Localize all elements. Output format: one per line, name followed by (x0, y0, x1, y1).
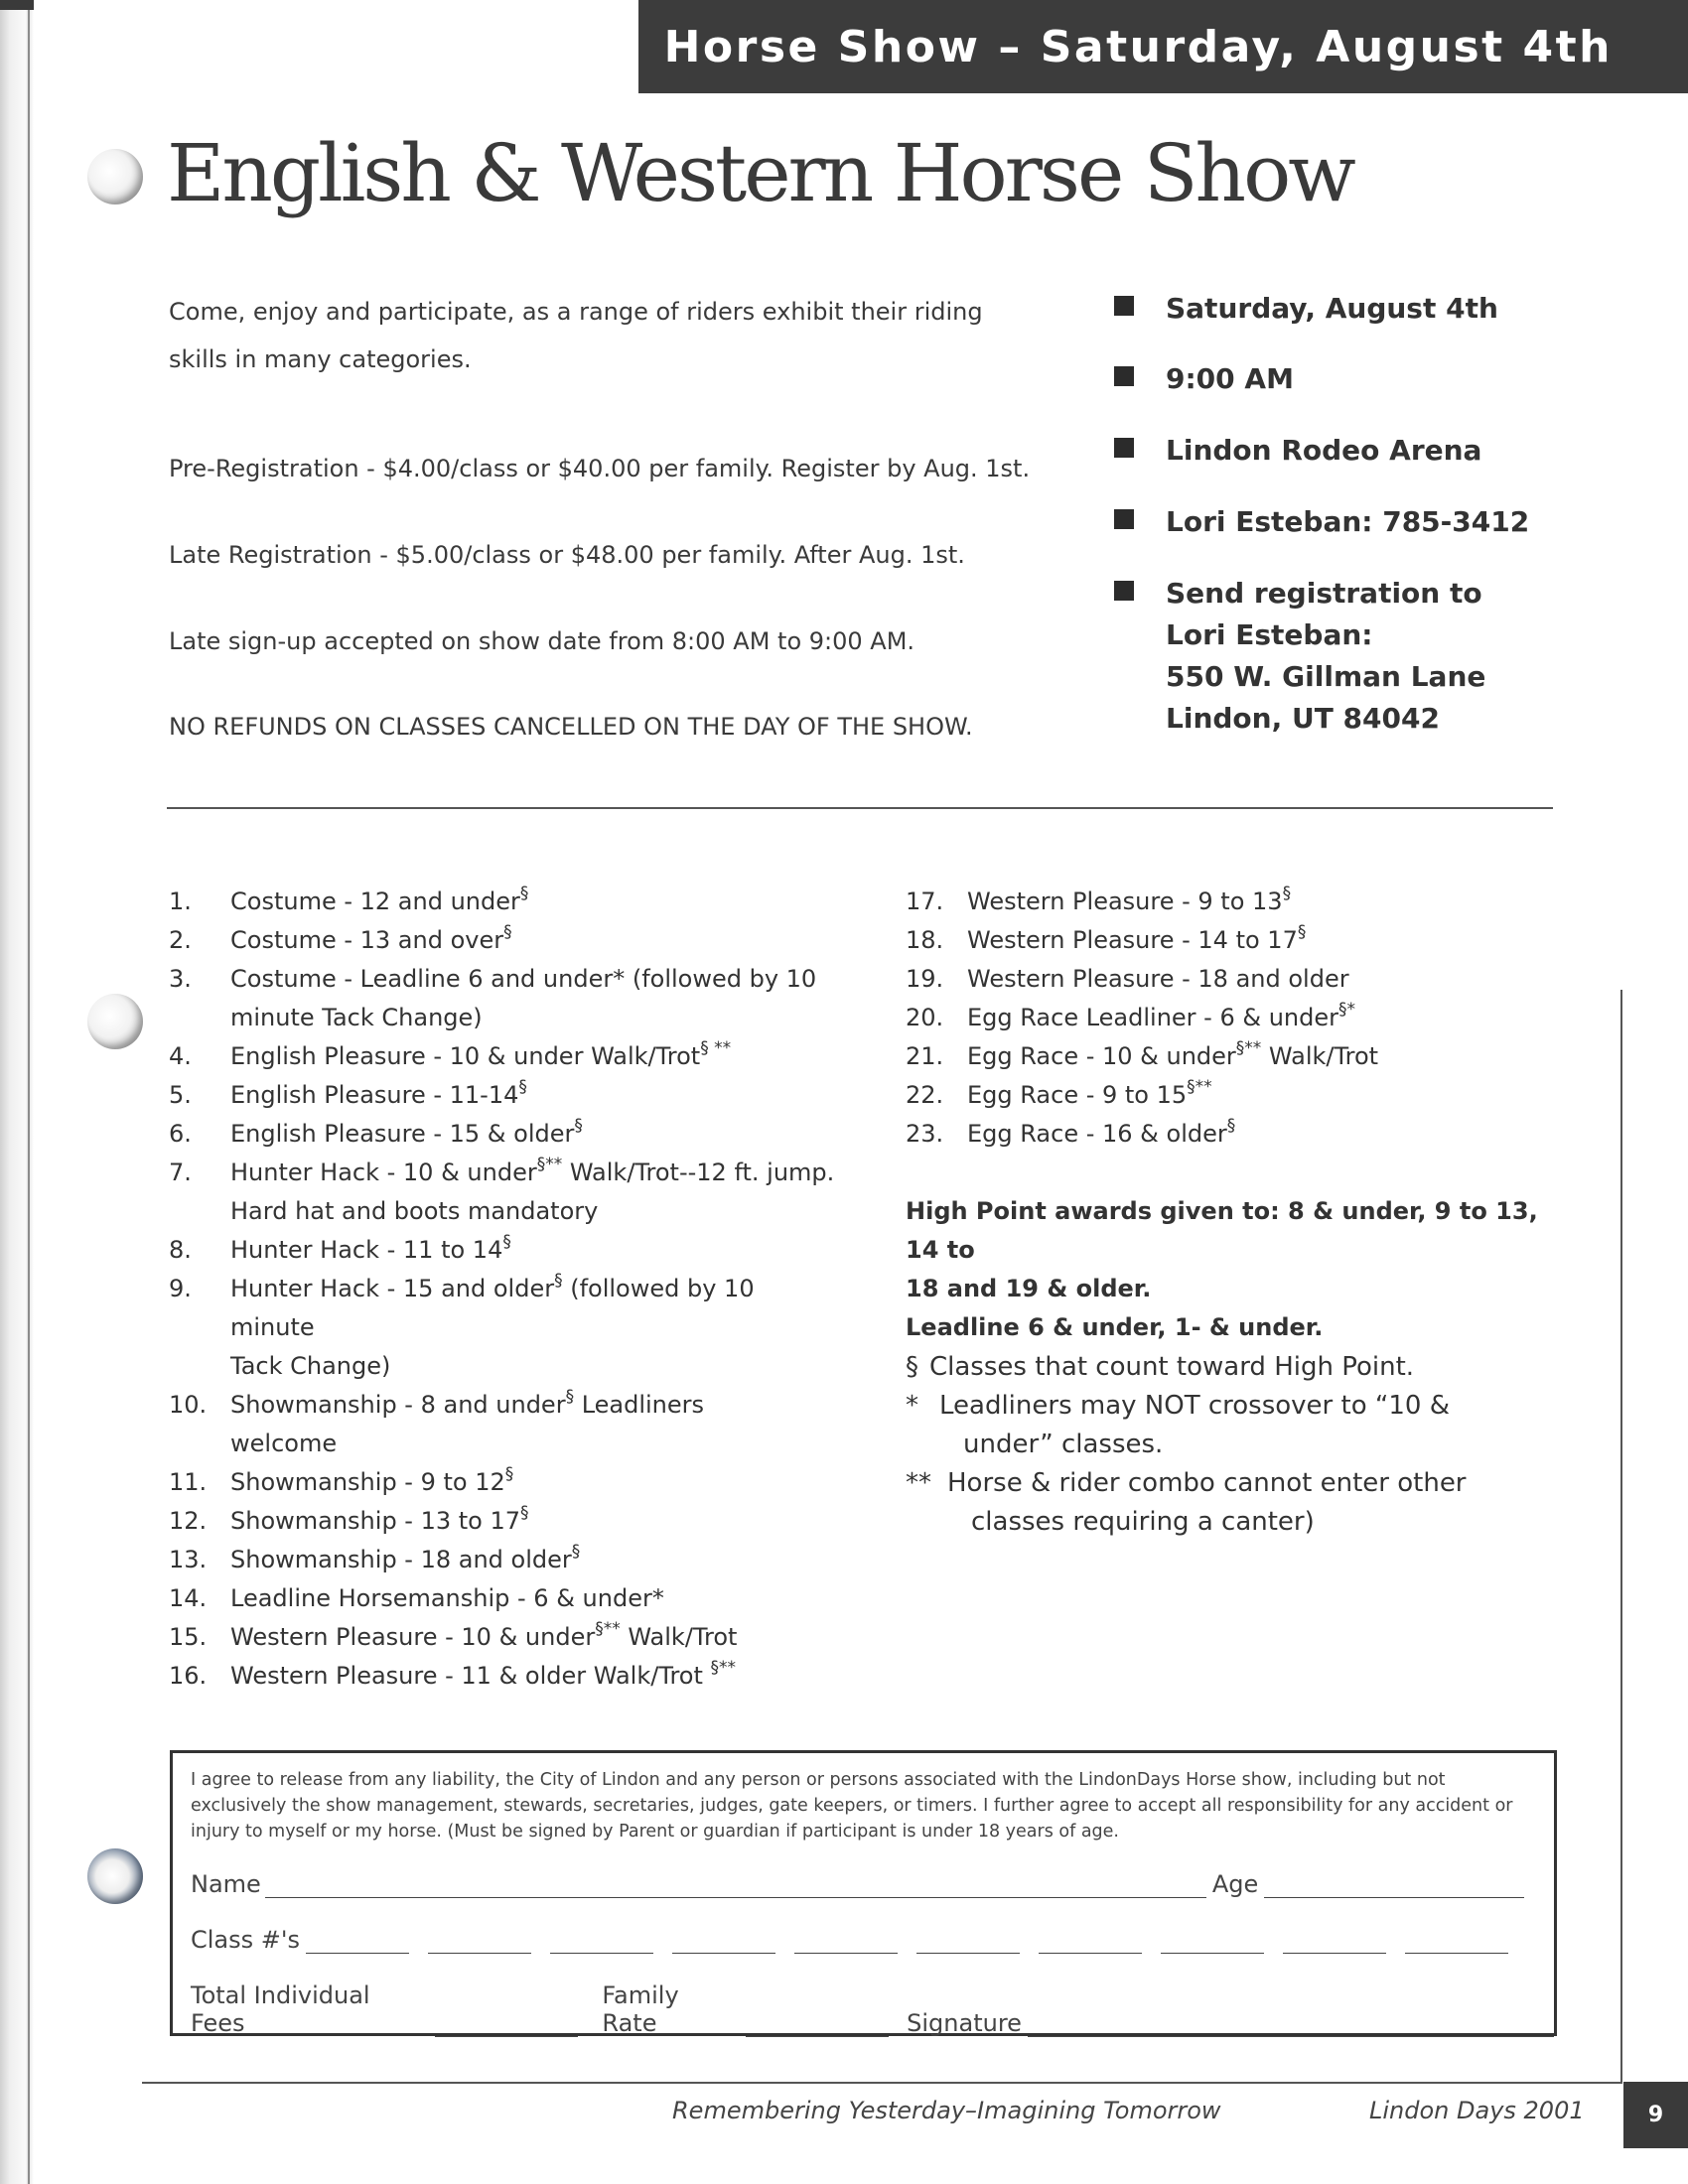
class-list-item (169, 1386, 844, 1425)
class-description: Showmanship - 13 to 17§ (230, 1503, 529, 1535)
high-point-mark: § (565, 1387, 575, 1407)
high-point-mark: § (1297, 922, 1307, 942)
class-number-input[interactable] (916, 1930, 1020, 1954)
class-number: 16. (169, 1662, 208, 1690)
high-point-mark: §* (1338, 1000, 1355, 1020)
class-number: 18. (906, 926, 944, 954)
class-list-item (169, 1579, 844, 1618)
class-description: Western Pleasure - 14 to 17§ (967, 922, 1307, 954)
class-description: Egg Race - 16 & older§ (967, 1116, 1236, 1148)
class-list-item (169, 1076, 844, 1115)
section-divider (167, 807, 1553, 809)
footer-motto: Remembering Yesterday–Imagining Tomorrow (672, 2097, 1221, 2124)
class-number-input[interactable] (1283, 1930, 1386, 1954)
class-list-item (169, 1192, 844, 1231)
class-number: 8. (169, 1236, 192, 1264)
square-bullet-icon (1114, 438, 1134, 458)
class-description: English Pleasure - 15 & older§ (230, 1116, 583, 1148)
class-number: 13. (169, 1546, 208, 1573)
class-number: 2. (169, 926, 192, 954)
class-number-input[interactable] (428, 1930, 531, 1954)
class-list-item (906, 883, 1581, 921)
class-list-item (169, 999, 844, 1037)
class-number: 19. (906, 965, 944, 993)
detail-time: 9:00 AM (1114, 358, 1294, 400)
page-number: 9 (1647, 2103, 1664, 2127)
name-age-row (191, 1870, 1524, 1898)
class-description: Western Pleasure - 11 & older Walk/Trot §** (230, 1658, 737, 1690)
fees-signature-row (191, 1981, 1554, 2037)
class-list-item (169, 1541, 844, 1579)
class-list-item (169, 883, 844, 921)
class-description: Egg Race - 10 & under§** Walk/Trot (967, 1038, 1379, 1070)
detail-contact: Lori Esteban: 785-3412 (1114, 501, 1529, 543)
class-number-input[interactable] (550, 1930, 653, 1954)
detail-location: Lindon Rodeo Arena (1114, 430, 1481, 472)
class-number: 9. (169, 1275, 192, 1302)
name-label: Name (191, 1870, 261, 1898)
family-rate-input[interactable] (746, 2013, 889, 2037)
send-to-line: Lindon, UT 84042 (1166, 702, 1440, 735)
class-description: Hunter Hack - 10 & under§** Walk/Trot--12 ft. jump. (230, 1155, 835, 1186)
footnote (906, 1348, 1521, 1387)
family-rate-label: Family Rate (602, 1981, 679, 2037)
high-point-mark: § (518, 1077, 527, 1097)
class-list-left (169, 883, 844, 1696)
class-number: 5. (169, 1081, 192, 1109)
class-description: welcome (230, 1430, 338, 1457)
class-number: 1. (169, 887, 192, 915)
send-to-line: Send registration to (1166, 577, 1482, 610)
high-point-mark: §** (595, 1619, 621, 1639)
class-number: 20. (906, 1004, 944, 1031)
high-point-mark: § (502, 1232, 511, 1252)
binder-line (28, 0, 30, 2184)
class-description: Costume - 12 and under§ (230, 884, 529, 915)
total-fees-label: Total Individual Fees (191, 1981, 370, 2037)
footnotes (906, 1348, 1521, 1542)
late-signup-text: Late sign-up accepted on show date from 8:00 AM to 9:00 AM. (169, 627, 915, 655)
class-number: 3. (169, 965, 192, 993)
class-list-item (169, 1657, 844, 1696)
page-title: English & Western Horse Show (167, 127, 1353, 219)
class-list-item (169, 1618, 844, 1657)
class-description: minute Tack Change) (230, 1004, 483, 1031)
release-form (170, 1750, 1557, 2036)
class-list-item (169, 1037, 844, 1076)
pre-registration-text: Pre-Registration - $4.00/class or $40.00 per family. Register by Aug. 1st. (169, 455, 1031, 482)
class-number: 4. (169, 1042, 192, 1070)
class-list-item (169, 1115, 844, 1154)
class-number-input[interactable] (672, 1930, 775, 1954)
class-list-item (906, 1037, 1581, 1076)
high-point-awards: High Point awards given to: 8 & under, 9 to 13, 14 to 18 and 19 & older. Leadline 6 & under, 1- & under. (906, 1197, 1538, 1341)
age-label: Age (1211, 1870, 1259, 1898)
class-description: Egg Race Leadliner - 6 & under§* (967, 1000, 1355, 1031)
class-number-input[interactable] (306, 1930, 409, 1954)
class-numbers-label: Class #'s (191, 1926, 300, 1954)
class-description: Hard hat and boots mandatory (230, 1197, 599, 1225)
class-number: 22. (906, 1081, 944, 1109)
class-description: Costume - 13 and over§ (230, 922, 512, 954)
footnote-text: Horse & rider combo cannot enter other classes requiring a canter) (947, 1468, 1467, 1537)
class-description: Costume - Leadline 6 and under* (followed by 10 (230, 965, 817, 993)
class-number: 21. (906, 1042, 944, 1070)
punch-hole-bottom (87, 1848, 143, 1904)
class-list-item (906, 999, 1581, 1037)
square-bullet-icon (1114, 581, 1134, 601)
square-bullet-icon (1114, 509, 1134, 529)
high-point-mark: § (554, 1271, 563, 1291)
class-list-item (169, 1347, 844, 1386)
class-list-item (169, 960, 844, 999)
header-banner (638, 0, 1688, 93)
high-point-mark: § (574, 1116, 583, 1136)
high-point-mark: §** (1235, 1038, 1262, 1058)
class-description: Hunter Hack - 15 and older§ (followed by 10 minute (230, 1271, 755, 1341)
class-number: 15. (169, 1623, 208, 1651)
class-list-item (169, 1463, 844, 1502)
send-to-line: 550 W. Gillman Lane (1166, 660, 1486, 693)
class-description: Showmanship - 9 to 12§ (230, 1464, 514, 1496)
footnote-symbol: ** (906, 1468, 931, 1498)
high-point-mark: § (571, 1542, 581, 1562)
total-fees-input[interactable] (435, 2013, 578, 2037)
high-point-mark: § (503, 922, 512, 942)
footnote (906, 1387, 1521, 1464)
class-numbers-row (191, 1926, 1508, 1954)
class-number (169, 1192, 230, 1231)
class-description: Leadline Horsemanship - 6 & under* (230, 1584, 664, 1612)
class-number (169, 1347, 230, 1386)
class-description: Egg Race - 9 to 15§** (967, 1077, 1212, 1109)
class-description: Hunter Hack - 11 to 14§ (230, 1232, 511, 1264)
square-bullet-icon (1114, 296, 1134, 316)
signature-label: Signature (907, 2009, 1022, 2037)
footnote-symbol: * (906, 1391, 918, 1421)
class-list-item (169, 1425, 844, 1463)
class-number-input[interactable] (1405, 1930, 1508, 1954)
class-list-item (906, 960, 1581, 999)
class-description: Showmanship - 8 and under§ Leadliners (230, 1387, 705, 1419)
high-point-mark: § (504, 1464, 514, 1484)
page-number-box (1623, 2082, 1688, 2148)
class-list-item (906, 921, 1581, 960)
right-margin-rule (1620, 990, 1622, 2082)
class-list-item (169, 1154, 844, 1192)
high-point-mark: §** (1187, 1077, 1212, 1097)
no-refunds-text: NO REFUNDS ON CLASSES CANCELLED ON THE DAY OF THE SHOW. (169, 713, 973, 741)
high-point-mark: § (519, 884, 529, 903)
binder-edge (0, 0, 48, 2184)
class-number: 17. (906, 887, 944, 915)
class-list-item (169, 1502, 844, 1541)
footer-rule (142, 2082, 1622, 2084)
send-to-line: Lori Esteban: (1166, 618, 1373, 651)
class-list-item (169, 1231, 844, 1270)
age-input[interactable] (1264, 1874, 1524, 1898)
punch-hole-top (87, 149, 143, 205)
class-number: 12. (169, 1507, 208, 1535)
class-number-input[interactable] (1039, 1930, 1142, 1954)
square-bullet-icon (1114, 366, 1134, 386)
high-point-mark: § (1226, 1116, 1236, 1136)
class-description: Showmanship - 18 and older§ (230, 1542, 581, 1573)
class-number: 11. (169, 1468, 208, 1496)
class-description: English Pleasure - 11-14§ (230, 1077, 527, 1109)
footnote-text: Classes that count toward High Point. (929, 1352, 1415, 1382)
class-number (169, 1425, 230, 1463)
class-number: 14. (169, 1584, 208, 1612)
high-point-mark: § (1282, 884, 1292, 903)
class-number: 6. (169, 1120, 192, 1148)
high-point-mark: § (520, 1503, 529, 1523)
binder-tick (0, 0, 34, 10)
detail-send-to (1114, 573, 1485, 740)
signature-input[interactable] (1028, 2013, 1554, 2037)
high-point-mark: §** (536, 1155, 563, 1174)
name-input[interactable] (265, 1874, 1206, 1898)
footnote-text: Leadliners may NOT crossover to “10 & under” classes. (939, 1391, 1450, 1459)
class-description: Western Pleasure - 9 to 13§ (967, 884, 1292, 915)
high-point-mark: §** (710, 1658, 737, 1678)
class-number (169, 999, 230, 1037)
banner-title: Horse Show – Saturday, August 4th (663, 21, 1613, 72)
class-list-item (169, 1270, 844, 1347)
intro-welcome: Come, enjoy and participate, as a range of riders exhibit their riding skills in many categories. (169, 298, 983, 373)
detail-date: Saturday, August 4th (1114, 288, 1498, 330)
class-number: 10. (169, 1391, 208, 1419)
release-agreement-text: I agree to release from any liability, the City of Lindon and any person or persons associated with the LindonDays Horse show, including but not exclusively the show management, stewards, secretaries, judges, gate keepers, or timers. I further agree to accept all responsibility for any accident or injury to myself or my horse. (Must be signed by Parent or guardian if participant is under 18 years of age. (191, 1770, 1513, 1842)
class-list-item (906, 1076, 1581, 1115)
class-description: Tack Change) (230, 1352, 391, 1380)
footer-publication: Lindon Days 2001 (1369, 2097, 1585, 2124)
class-description: English Pleasure - 10 & under Walk/Trot§ ** (230, 1038, 732, 1070)
high-point-mark: § ** (700, 1038, 732, 1058)
class-number: 7. (169, 1159, 192, 1186)
late-registration-text: Late Registration - $5.00/class or $48.00 per family. After Aug. 1st. (169, 541, 965, 569)
class-description: Western Pleasure - 18 and older (967, 965, 1349, 993)
class-list-item (169, 921, 844, 960)
class-description: Western Pleasure - 10 & under§** Walk/Trot (230, 1619, 738, 1651)
footnote (906, 1464, 1521, 1542)
class-number-input[interactable] (1161, 1930, 1264, 1954)
class-number-input[interactable] (794, 1930, 898, 1954)
footnote-symbol: § (906, 1352, 918, 1382)
class-list-right (906, 883, 1581, 1154)
class-list-item (906, 1115, 1581, 1154)
punch-hole-middle (87, 994, 143, 1049)
class-number: 23. (906, 1120, 944, 1148)
